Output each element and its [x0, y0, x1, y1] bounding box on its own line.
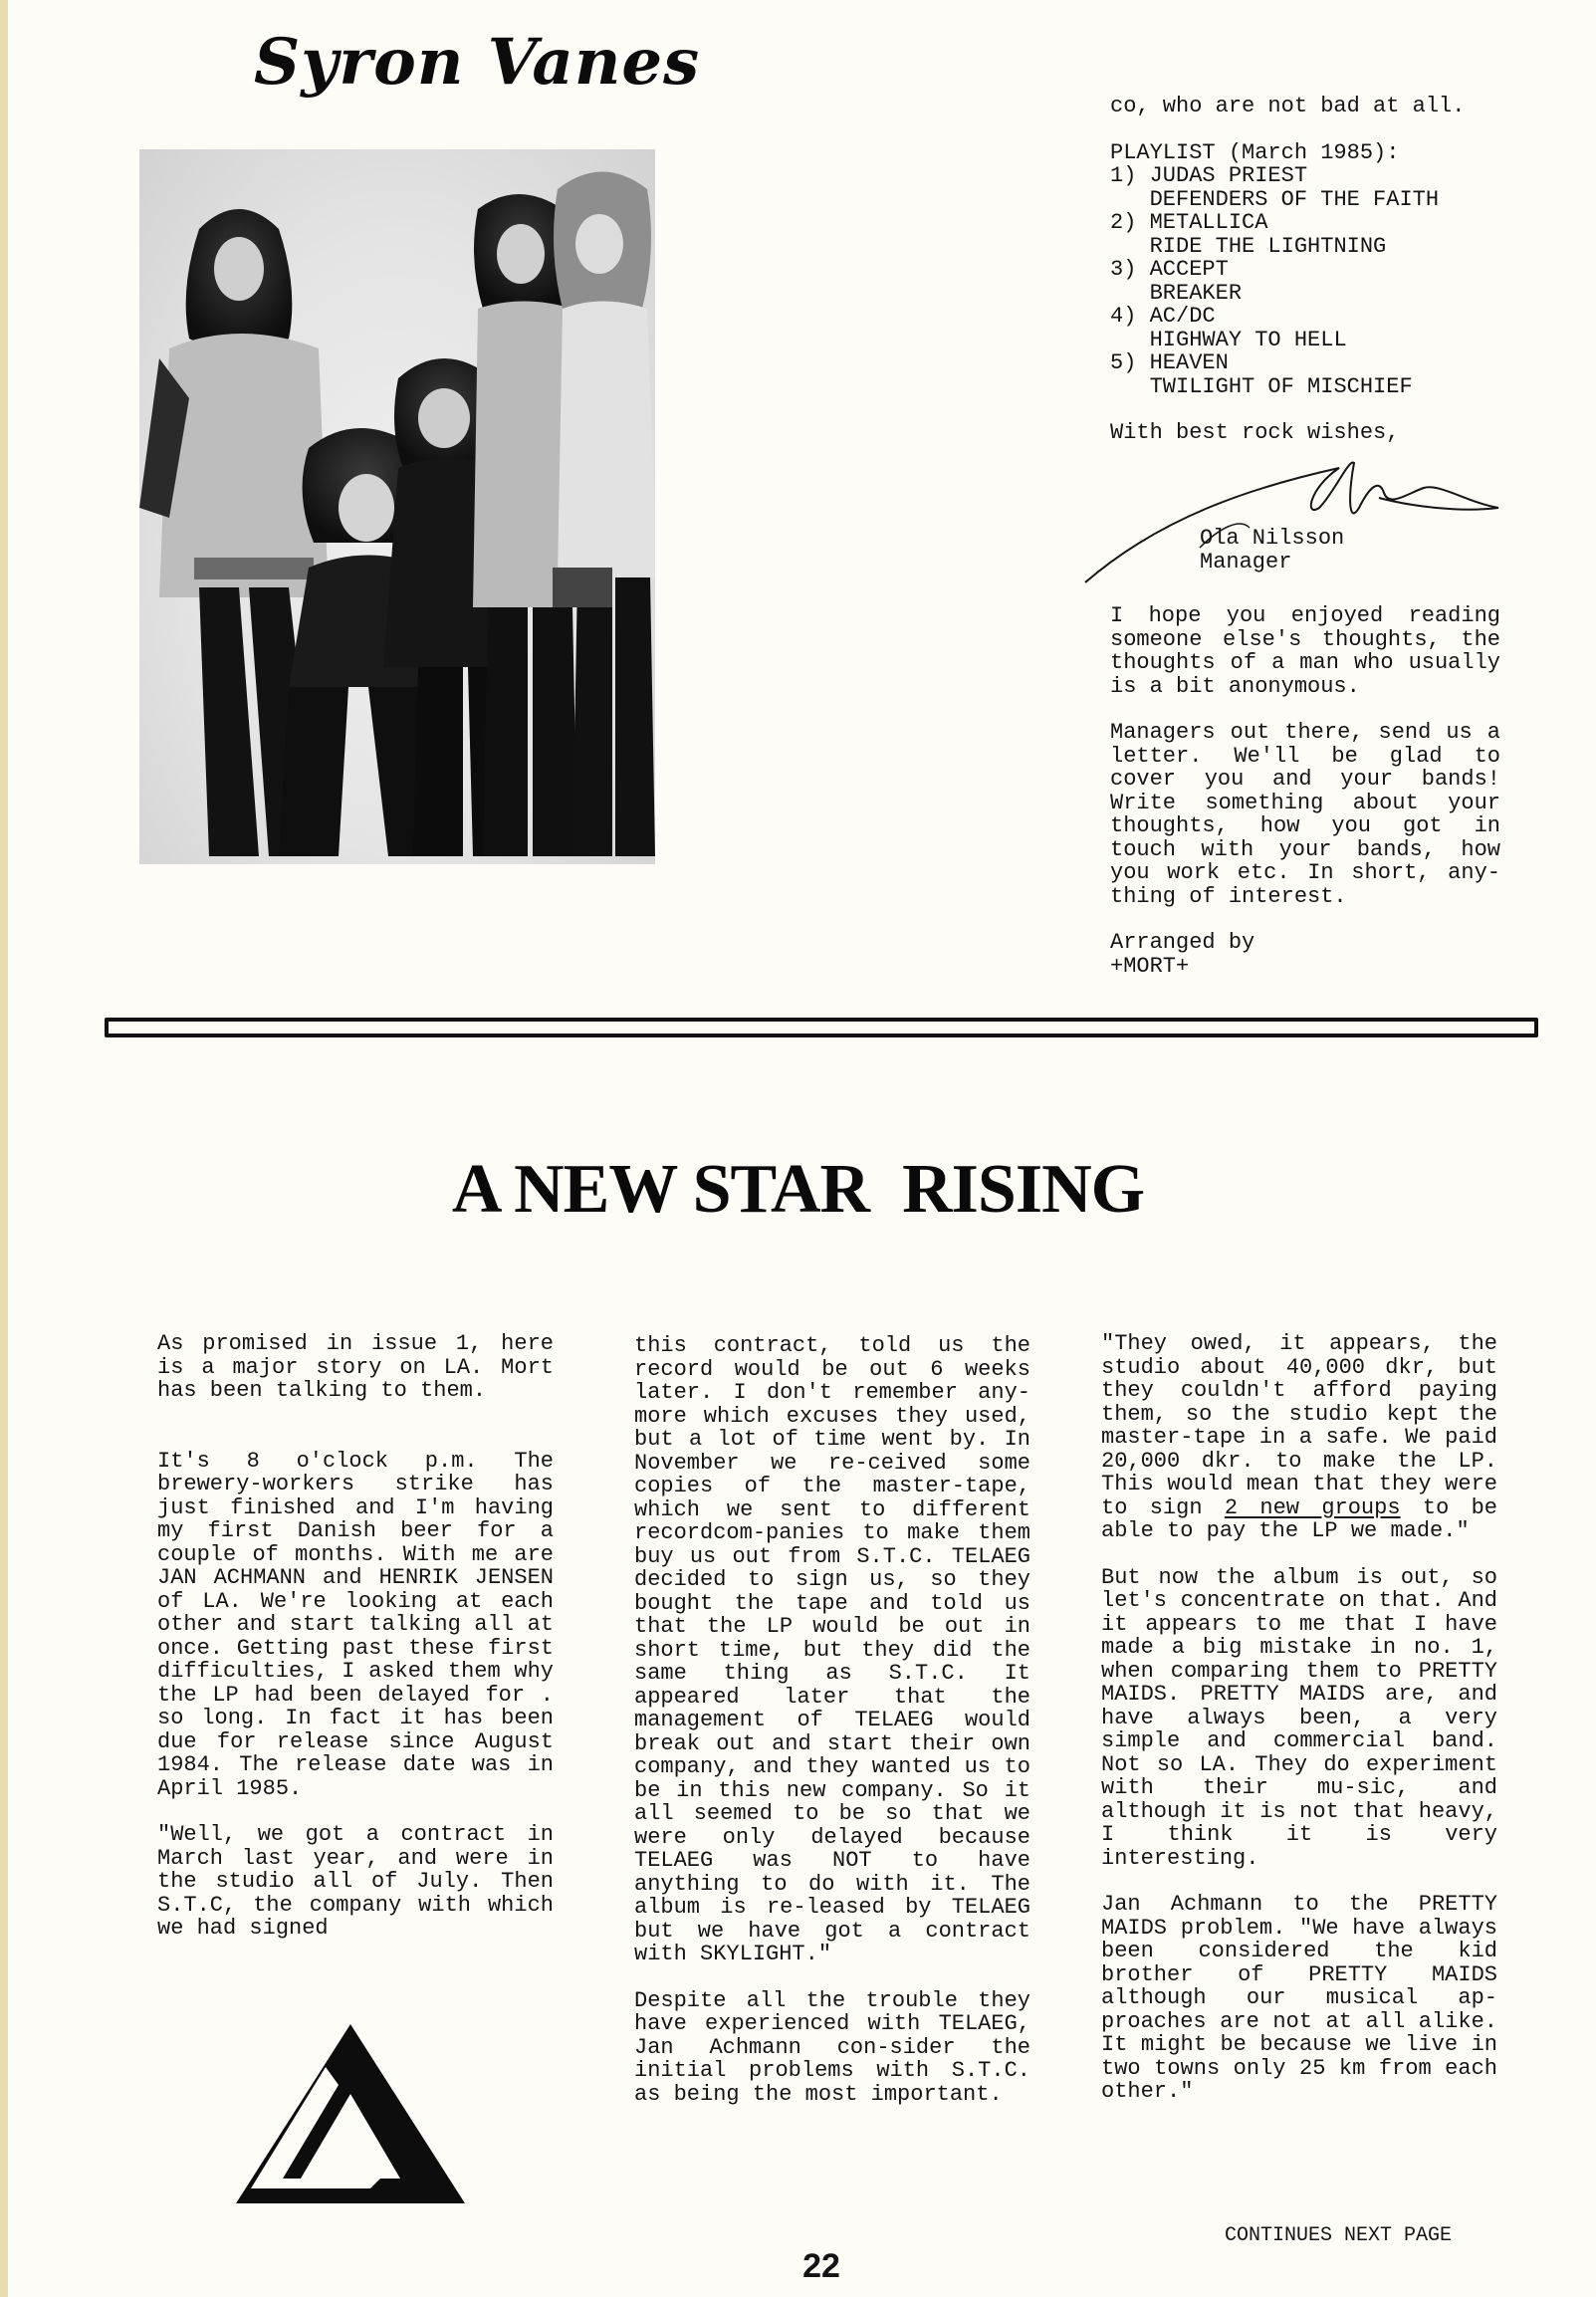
invitation-paragraph: Managers out there, send us a letter. We'll be glad to cover you and your bands! Write something about your thoughts, how you got in touch with your bands, how you work etc. In short, any-thing of interest.	[1110, 720, 1514, 909]
manager-letter-column	[1110, 95, 1500, 445]
playlist-album: HIGHWAY TO HELL	[1149, 327, 1347, 352]
page-edge	[0, 0, 8, 2297]
signature-name: Ola Nilsson	[1200, 526, 1345, 551]
article-paragraph: "Well, we got a contract in March last year, and were in the studio all of July. Then S.T.C, the company with which we had signed	[157, 1822, 568, 1941]
article-paragraph: Jan Achmann to the PRETTY MAIDS problem. "We have always been considered the kid brother of PRETTY MAIDS although our musical ap-proaches are not at all alike. It might be because we live in two towns only 25 km from each other."	[1101, 1892, 1511, 2104]
continues-next-page: CONTINUES NEXT PAGE	[1225, 2224, 1453, 2247]
signature-scribble	[1080, 448, 1508, 587]
band-photo-figures	[139, 149, 655, 864]
playlist-item: 3) ACCEPT	[1110, 257, 1229, 282]
playlist-album: DEFENDERS OF THE FAITH	[1149, 186, 1440, 212]
article-paragraph: It's 8 o'clock p.m. The brewery-workers strike has just finished and I'm having my first Danish beer for a couple of months. With me are JAN ACHMANN and HENRIK JENSEN of LA. We're looking at each other and start talking all at once. Getting past these first difficulties, I asked them why the LP had been delayed for . so long. In fact it has been due for release since August 1984. The release date was in April 1985.	[157, 1448, 568, 1801]
article-headline: A NEW STAR RISING	[451, 1151, 1145, 1228]
playlist	[1110, 164, 1500, 398]
article-column-1	[157, 1331, 568, 1963]
arranged-by-label: Arranged by	[1110, 930, 1255, 955]
arranger-name: +MORT+	[1110, 953, 1190, 979]
band-photo	[139, 149, 655, 864]
signature-title: Manager	[1200, 550, 1292, 574]
article-paragraph: But now the album is out, so let's concentrate on that. And it appears to me that I have made a big mistake in no. 1, when comparing them to PRETTY MAIDS. PRETTY MAIDS are, and have always been, a very simple and commercial band. Not so LA. They do experiment with their mu-sic, and although it is not that heavy, I think it is very interesting.	[1101, 1564, 1511, 1871]
playlist-item: 2) METALLICA	[1110, 210, 1268, 235]
article-column-2	[634, 1333, 1044, 2129]
article-paragraph: this contract, told us the record would be out 6 weeks later. I don't remember any-more which excuses they used, but a lot of time went by. In November we re-ceived some copies of the master-tape, which we sent to different recordcom-panies to make them buy us out from S.T.C. TELAEG decided to sign us, so they bought the tape and told us that the LP would be out in short time, but they did the same thing as S.T.C. It appeared later that the management of TELAEG would break out and start their own company, and they wanted us to be in this new company. So it all seemed to be so that we were only delayed because TELAEG was NOT to have anything to do with it. The album is re-leased by TELAEG but we have got a contract with SKYLIGHT."	[634, 1333, 1044, 1966]
closing-paragraph: I hope you enjoyed reading someone else's thoughts, the thoughts of a man who usually is a bit anonymous.	[1110, 603, 1514, 699]
playlist-item: 5) HEAVEN	[1110, 350, 1229, 375]
band-logo: Syron Vanes	[254, 25, 701, 100]
article-paragraph: "They owed, it appears, the studio about 40,000 dkr, but they couldn't afford paying them, so the studio kept the master-tape in a safe. We paid 20,000 dkr. to make the LP. This would mean that they were to sign 2 new groups to be able to pay the LP we made."	[1101, 1331, 1511, 1543]
page-number: 22	[802, 2247, 840, 2285]
playlist-album: TWILIGHT OF MISCHIEF	[1149, 373, 1413, 399]
closing-line: With best rock wishes,	[1110, 420, 1400, 445]
manager-closing-text	[1110, 603, 1514, 979]
underlined-phrase: 2 new groups	[1224, 1494, 1401, 1520]
playlist-item: 4) AC/DC	[1110, 304, 1216, 329]
intro-line: co, who are not bad at all.	[1110, 94, 1466, 118]
article-paragraph: Despite all the trouble they have experienced with TELAEG, Jan Achmann con-sider the initial problems with S.T.C. as being the most important.	[634, 1987, 1044, 2107]
article-paragraph: As promised in issue 1, here is a major story on LA. Mort has been talking to them.	[157, 1331, 568, 1403]
la-band-logo	[231, 2019, 470, 2208]
playlist-title: PLAYLIST (March 1985):	[1110, 139, 1400, 165]
section-divider	[105, 1018, 1538, 1037]
playlist-item: 1) JUDAS PRIEST	[1110, 163, 1308, 188]
article-column-3	[1101, 1331, 1511, 2127]
playlist-album: RIDE THE LIGHTNING	[1149, 233, 1387, 259]
playlist-album: BREAKER	[1149, 280, 1243, 306]
